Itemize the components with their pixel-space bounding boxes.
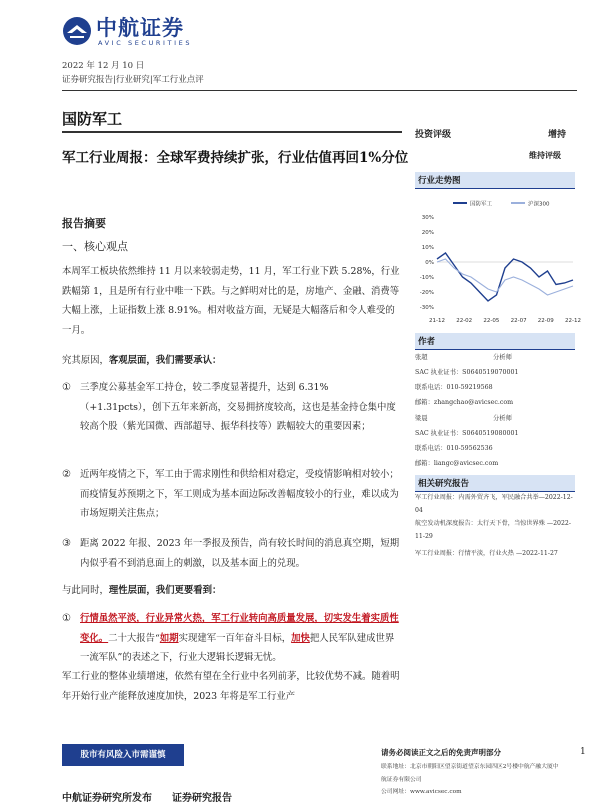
item-3-text: 距离 2022 年报、2023 年一季报及预告，尚有较长时间的消息真空期，短期内似乎看不到消息面上的刺激，以及基本面上的兑现。 (80, 538, 400, 569)
y-tick-label: 0% (425, 260, 434, 266)
series-line-csi300 (437, 259, 573, 295)
y-tick-label: -10% (419, 275, 434, 281)
header-divider (62, 90, 577, 91)
item-2-number: ② (62, 469, 71, 480)
author-heading: 作者 (415, 333, 575, 350)
author-2-email[interactable]: 邮箱：liangc@avicsec.com (415, 460, 499, 467)
x-tick-label: 22-07 (510, 318, 527, 324)
related-report-3[interactable]: 军工行业周报：行情平淡，行业火热 —2022-11-27 (415, 550, 558, 557)
report-date: 2022 年 12 月 10 日 (62, 61, 145, 71)
x-tick-label: 22-02 (456, 318, 473, 324)
brand-name-en: AVIC SECURITIES (98, 39, 193, 47)
item-1-text: 三季度公募基金军工持仓，较二季度显著提升，达到 6.31%（+1.31pcts），创下五年来新高，交易拥挤度较高，这也是基金持仓集中度较高个股（紫光国微、西部超导、振华科技等）跌幅较大的重要因素； (80, 382, 396, 432)
item-1-number: ① (62, 382, 71, 393)
item-3-number: ③ (62, 538, 71, 549)
rating-sub: 维持评级 (529, 150, 561, 160)
x-tick-label: 22-05 (483, 318, 500, 324)
author-2-role: 分析师 (493, 415, 512, 422)
x-tick-label: 22-12 (565, 318, 581, 324)
paragraph-4: 军工行业的整体业绩增速，依然有望在全行业中名列前茅，比较优势不减。随着明年开始行业产能释放速度加快，2023 年将是军工行业产 (62, 671, 400, 702)
related-report-1[interactable]: 军工行业周报：内需外贸齐飞，军民融合共举—2022-12-04 (415, 494, 573, 514)
x-tick-label: 21-12 (429, 318, 445, 324)
sector-divider (62, 131, 402, 133)
x-tick-label: 22-09 (537, 318, 554, 324)
y-tick-label: 30% (421, 215, 434, 221)
avic-emblem-icon (62, 16, 92, 46)
legend-label: 沪深300 (528, 201, 550, 208)
paragraph-1: 本周军工板块依然维持 11 月以来较弱走势，11 月，军工行业下跌 5.28%，行业跌幅第 1，且是所有行业中唯一下跌。与之鲜明对比的是，房地产、金融、消费等大幅上涨，上证指数上涨 8.91%。相对收益方面，无疑是大幅落后和令人难受的一月。 (62, 266, 400, 336)
disclaimer-note: 请务必阅读正文之后的免责声明部分 (381, 748, 501, 757)
y-tick-label: 10% (421, 245, 434, 251)
core-heading: 一、核心观点 (62, 240, 128, 253)
risk-banner: 股市有风险入市需谨慎 (62, 744, 184, 766)
y-tick-label: -20% (419, 290, 434, 296)
y-tick-label: -30% (419, 305, 434, 311)
report-title: 军工行业周报：全球军费持续扩张，行业估值再回1%分位 (62, 150, 409, 166)
item-4-number: ① (62, 613, 71, 624)
brand-name-cn: 中航证券 (96, 16, 184, 40)
legend-label: 国防军工 (470, 201, 493, 208)
author-2-name: 梁晨 (415, 415, 428, 422)
related-heading: 相关研究报告 (415, 475, 575, 492)
author-2-phone: 联系电话：010-59562536 (415, 445, 493, 452)
author-1-phone: 联系电话：010-59219568 (415, 384, 493, 391)
author-2-sac: SAC 执业证书：S0640519080001 (415, 430, 519, 437)
item-4-text: 行情虽然平淡，行业异常火热，军工行业转向高质量发展，切实发生着实质性变化。二十大报告“如期实现建军一百年奋斗目标，加快把人民军队建成世界一流军队”的表述之下，行业大逻辑长逻辑无忧。 (80, 613, 399, 663)
trend-heading: 行业走势图 (415, 172, 575, 189)
company-website[interactable]: 公司网址：www.avicsec.com (381, 789, 462, 795)
rating-label: 投资评级 (415, 130, 452, 140)
sector-title: 国防军工 (62, 110, 123, 128)
company-logo (62, 12, 202, 52)
item-2-text: 近两年疫情之下，军工由于需求刚性和供给相对稳定，受疫情影响相对较小；而疫情复苏预期之下，军工则成为基本面边际改善幅度较小的行业，难以成为市场短期关注焦点； (80, 469, 399, 519)
series-line-defense (437, 253, 573, 301)
report-category: 证券研究报告|行业研究|军工行业点评 (62, 75, 204, 85)
author-1-email[interactable]: 邮箱：zhangchao@avicsec.com (415, 399, 514, 406)
bottom-text: 中航证券研究所发布 证券研究报告 (62, 793, 232, 804)
related-report-2[interactable]: 航空发动机深度报告：太行天下骨，当惊世界殊 —2022-11-29 (415, 520, 571, 540)
summary-heading: 报告摘要 (62, 217, 106, 230)
author-1-role: 分析师 (493, 354, 512, 361)
paragraph-3: 与此同时，理性层面，我们更要看到： (62, 585, 222, 596)
author-1-name: 张超 (415, 354, 428, 361)
company-address: 联系地址：北京市朝阳区望京街道望京东园四区2号楼中航产融大厦中航证券有限公司 (381, 764, 559, 783)
page-number: 1 (580, 747, 586, 757)
paragraph-2: 究其原因，客观层面，我们需要承认： (62, 355, 222, 366)
rating-value: 增持 (548, 130, 567, 140)
industry-trend-chart (413, 195, 581, 330)
y-tick-label: 20% (421, 230, 434, 236)
author-1-sac: SAC 执业证书：S0640519070001 (415, 369, 519, 376)
